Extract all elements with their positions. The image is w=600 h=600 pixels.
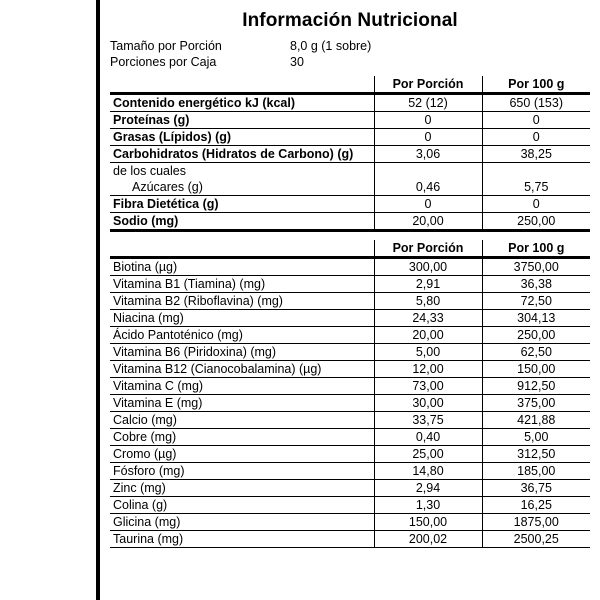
macro-per-100g: 0 [482,129,590,146]
servings-per-box-value: 30 [290,55,304,69]
nutrients-header-row [110,240,590,258]
nutrient-per-serving: 30,00 [374,395,482,412]
nutrient-per-100g: 2500,25 [482,531,590,548]
nutrient-name: Vitamina B2 (Riboflavina) (mg) [110,293,374,310]
macro-per-serving: 3,06 [374,146,482,163]
nutrition-facts-content [100,0,600,548]
nutrient-name: Vitamina B12 (Cianocobalamina) (µg) [110,361,374,378]
table-row [110,258,590,276]
macronutrients-table [110,76,590,232]
table-row [110,112,590,129]
table-row [110,344,590,361]
macro-per-100g: 650 (153) [482,94,590,112]
nutrient-per-100g: 312,50 [482,446,590,463]
macro-per-serving: 0,46 [374,179,482,196]
nutrients-header-blank [110,240,374,258]
table-row [110,146,590,163]
macro-per-serving: 0 [374,112,482,129]
nutrient-per-100g: 912,50 [482,378,590,395]
table-row [110,497,590,514]
nutrient-name: Zinc (mg) [110,480,374,497]
table-row [110,480,590,497]
macro-per-serving: 20,00 [374,213,482,231]
micronutrients-table [110,240,590,548]
nutrient-per-100g: 150,00 [482,361,590,378]
macro-name: Contenido energético kJ (kcal) [110,94,374,112]
macro-per-100g [482,163,590,180]
nutrient-per-serving: 25,00 [374,446,482,463]
macro-name: Grasas (Lípidos) (g) [110,129,374,146]
page-title: Información Nutricional [242,10,458,31]
nutrient-per-100g: 5,00 [482,429,590,446]
section-divider [110,232,590,240]
nutrient-per-serving: 20,00 [374,327,482,344]
table-row [110,163,590,180]
macros-header-row [110,76,590,94]
table-row [110,310,590,327]
macros-header-per-serving: Por Porción [374,76,482,94]
macro-per-100g: 250,00 [482,213,590,231]
macro-name: Carbohidratos (Hidratos de Carbono) (g) [110,146,374,163]
nutrients-header-per-100g: Por 100 g [482,240,590,258]
nutrient-per-100g: 421,88 [482,412,590,429]
nutrition-facts-panel [96,0,600,600]
nutrient-per-serving: 5,00 [374,344,482,361]
macro-name: Proteínas (g) [110,112,374,129]
macro-per-100g: 0 [482,112,590,129]
table-row [110,293,590,310]
nutrient-name: Taurina (mg) [110,531,374,548]
table-row [110,129,590,146]
macro-per-serving: 52 (12) [374,94,482,112]
servings-per-box-row [110,54,590,70]
nutrient-per-serving: 1,30 [374,497,482,514]
nutrient-per-100g: 36,38 [482,276,590,293]
table-row [110,378,590,395]
macro-subgroup-label: de los cuales [113,164,186,178]
nutrient-name: Cromo (µg) [110,446,374,463]
nutrient-name: Colina (g) [110,497,374,514]
nutrient-name: Vitamina E (mg) [110,395,374,412]
nutrient-per-100g: 3750,00 [482,258,590,276]
table-row [110,179,590,196]
table-row [110,276,590,293]
nutrient-name: Vitamina B1 (Tiamina) (mg) [110,276,374,293]
nutrient-name: Cobre (mg) [110,429,374,446]
nutrient-per-100g: 16,25 [482,497,590,514]
nutrient-per-100g: 72,50 [482,293,590,310]
nutrient-per-100g: 250,00 [482,327,590,344]
serving-size-row [110,38,590,54]
macro-per-serving: 0 [374,196,482,213]
table-row [110,327,590,344]
nutrient-name: Vitamina B6 (Piridoxina) (mg) [110,344,374,361]
macro-name: Azúcares (g) [110,179,374,196]
nutrient-name: Ácido Pantoténico (mg) [110,327,374,344]
nutrient-name: Biotina (µg) [110,258,374,276]
nutrient-name: Fósforo (mg) [110,463,374,480]
nutrient-per-serving: 2,91 [374,276,482,293]
macro-per-serving [374,163,482,180]
table-row [110,196,590,213]
table-row [110,395,590,412]
nutrient-per-serving: 200,02 [374,531,482,548]
table-row [110,361,590,378]
serving-size-label: Tamaño por Porción [110,39,222,53]
macro-per-100g: 0 [482,196,590,213]
table-row [110,463,590,480]
nutrient-per-serving: 5,80 [374,293,482,310]
table-row [110,412,590,429]
table-row [110,446,590,463]
nutrient-per-serving: 24,33 [374,310,482,327]
nutrient-per-100g: 36,75 [482,480,590,497]
nutrient-per-100g: 185,00 [482,463,590,480]
table-row [110,514,590,531]
nutrient-per-serving: 300,00 [374,258,482,276]
servings-per-box-label: Porciones por Caja [110,55,217,69]
nutrient-name: Glicina (mg) [110,514,374,531]
serving-size-value: 8,0 g (1 sobre) [290,39,372,53]
nutrient-per-serving: 14,80 [374,463,482,480]
macro-name: Fibra Dietética (g) [110,196,374,213]
table-row [110,531,590,548]
macros-header-per-100g: Por 100 g [482,76,590,94]
table-row [110,429,590,446]
nutrient-per-serving: 150,00 [374,514,482,531]
macros-header-blank [110,76,374,94]
serving-info [110,38,590,70]
macro-per-100g: 38,25 [482,146,590,163]
nutrient-name: Vitamina C (mg) [110,378,374,395]
macro-per-serving: 0 [374,129,482,146]
nutrient-per-serving: 12,00 [374,361,482,378]
macro-per-100g: 5,75 [482,179,590,196]
nutrient-per-serving: 0,40 [374,429,482,446]
nutrient-per-100g: 304,13 [482,310,590,327]
nutrient-per-100g: 1875,00 [482,514,590,531]
nutrient-name: Niacina (mg) [110,310,374,327]
table-row [110,213,590,231]
nutrient-per-serving: 73,00 [374,378,482,395]
nutrient-per-serving: 33,75 [374,412,482,429]
nutrient-per-serving: 2,94 [374,480,482,497]
table-row [110,94,590,112]
nutrient-per-100g: 62,50 [482,344,590,361]
nutrient-per-100g: 375,00 [482,395,590,412]
macro-name: Sodio (mg) [110,213,374,231]
nutrients-header-per-serving: Por Porción [374,240,482,258]
nutrient-name: Calcio (mg) [110,412,374,429]
